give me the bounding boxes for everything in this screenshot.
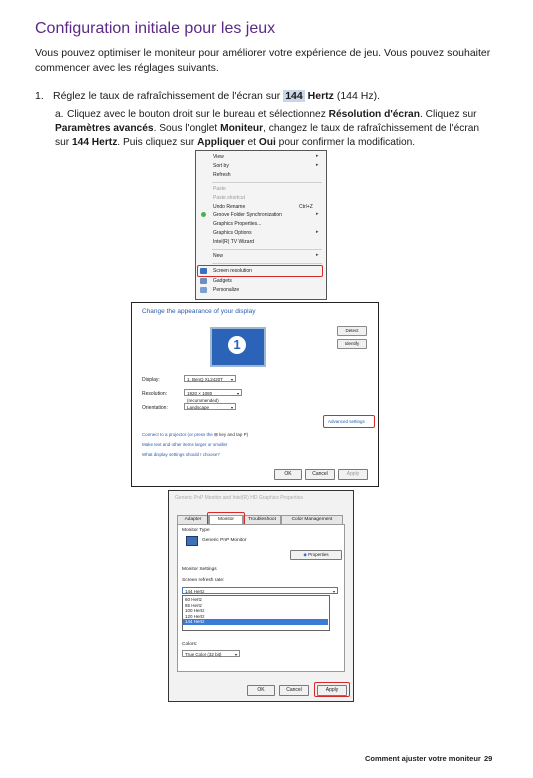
step-a-text: Cliquez avec le bouton droit sur le bureau et sélectionnez xyxy=(67,109,329,120)
menu-item-tv-wizard[interactable] xyxy=(213,238,254,246)
intro-paragraph: Vous pouvez optimiser le moniteur pour améliorer votre expérience de jeu. Vous pouvez souhaiter commencer avec les réglages suivants. xyxy=(35,47,491,74)
chevron-right-icon: ▸ xyxy=(316,211,319,217)
step-a-text: et xyxy=(244,137,259,148)
resolution-select[interactable] xyxy=(184,389,242,403)
display-select-value: 1. BenQ XL2420T xyxy=(187,377,224,382)
chevron-right-icon: ▸ xyxy=(316,153,319,159)
display-help-link[interactable]: What display settings should I choose? xyxy=(142,452,220,457)
menu-item-label: Intel(R) TV Wizard xyxy=(213,239,255,245)
chevron-down-icon: ▾ xyxy=(230,405,233,410)
option-120hz[interactable]: 120 Hertz xyxy=(185,613,205,619)
step-a-bold: Paramètres avancés xyxy=(55,123,154,134)
text-size-link[interactable]: Make text and other items larger or smaller xyxy=(142,442,228,447)
display-label: Display: xyxy=(142,377,160,383)
apply-button[interactable]: Apply xyxy=(317,685,347,696)
window-heading: Change the appearance of your display xyxy=(142,308,256,315)
cancel-button[interactable]: Cancel xyxy=(279,685,309,696)
gadgets-icon xyxy=(200,278,207,284)
chevron-right-icon: ▸ xyxy=(316,229,319,235)
menu-item-new[interactable] xyxy=(213,252,223,260)
screen-resolution-window xyxy=(131,302,379,487)
menu-item-groove-sync[interactable] xyxy=(213,211,282,219)
tab-color-management[interactable]: Color Management xyxy=(281,515,343,525)
option-85hz[interactable]: 85 Hertz xyxy=(185,602,203,608)
step-a xyxy=(55,108,495,150)
step-a-bold: Appliquer xyxy=(197,137,245,148)
menu-item-personalize[interactable] xyxy=(213,286,239,294)
menu-item-label: New xyxy=(213,253,224,259)
chevron-down-icon: ▾ xyxy=(332,589,335,594)
monitor-properties-window xyxy=(168,490,354,702)
link-text: Connect to a projector (or press the xyxy=(142,432,213,437)
step-a-bold: Moniteur xyxy=(220,123,264,134)
menu-item-label: Screen resolution xyxy=(213,268,252,274)
menu-item-label: Graphics Properties... xyxy=(213,221,262,227)
menu-item-graphics-properties[interactable] xyxy=(213,220,261,228)
page-title: Configuration initiale pour les jeux xyxy=(35,20,276,37)
windows-key-icon: ⊞ xyxy=(214,432,218,437)
desktop-context-menu xyxy=(195,150,327,300)
colors-select[interactable] xyxy=(182,650,240,657)
detect-button[interactable]: Detect xyxy=(337,326,367,336)
step-a-text: , changez le taux de rafraîchissement de l'écran sur xyxy=(55,123,480,148)
tab-adapter[interactable]: Adapter xyxy=(177,515,209,525)
option-100hz[interactable]: 100 Hertz xyxy=(185,608,205,613)
personalize-icon xyxy=(200,287,207,293)
orientation-select[interactable] xyxy=(184,403,236,410)
menu-separator xyxy=(212,249,322,250)
step-1-number: 1. xyxy=(35,90,44,102)
menu-item-paste xyxy=(213,185,226,193)
menu-item-gadgets[interactable] xyxy=(213,277,232,285)
chevron-down-icon: ▾ xyxy=(230,377,233,382)
menu-item-label: Personalize xyxy=(213,287,240,293)
highlight-box xyxy=(314,682,350,697)
monitor-icon xyxy=(186,536,198,546)
monitor-number: 1 xyxy=(228,336,246,354)
menu-item-label: Paste xyxy=(213,186,226,192)
refresh-rate-options[interactable] xyxy=(182,595,330,631)
orientation-select-value: Landscape xyxy=(187,405,210,410)
display-select[interactable] xyxy=(184,375,236,382)
colors-label: Colors: xyxy=(182,642,198,647)
step-1 xyxy=(35,90,380,102)
ok-button[interactable]: OK xyxy=(274,469,302,480)
monitor-type-label: Monitor Type xyxy=(182,528,210,533)
menu-item-refresh[interactable] xyxy=(213,171,231,179)
properties-label: Properties xyxy=(308,552,329,557)
menu-item-label: Undo Rename xyxy=(213,204,246,210)
menu-item-label: Sort by xyxy=(213,163,229,169)
properties-button[interactable] xyxy=(290,550,342,560)
menu-separator xyxy=(212,263,322,264)
monitor-preview[interactable] xyxy=(210,327,266,367)
chevron-right-icon: ▸ xyxy=(316,252,319,258)
refresh-rate-select[interactable] xyxy=(182,587,338,594)
colors-value: True Color (32 bit) xyxy=(185,652,222,657)
menu-item-label: Gadgets xyxy=(213,278,232,284)
resolution-label: Resolution: xyxy=(142,391,168,397)
step-a-bold: 144 Hertz xyxy=(71,137,118,148)
identify-button[interactable]: Identify xyxy=(337,339,367,349)
highlight-box xyxy=(323,415,375,428)
cancel-button[interactable]: Cancel xyxy=(305,469,335,480)
chevron-down-icon: ▾ xyxy=(234,652,237,657)
orientation-label: Orientation: xyxy=(142,405,168,411)
footer-section: Comment ajuster votre moniteur xyxy=(365,754,481,763)
step-a-bold: Oui xyxy=(258,137,276,148)
menu-item-label: Groove Folder Synchronization xyxy=(213,212,282,218)
monitor-type-value: Generic PnP Monitor xyxy=(202,538,247,543)
menu-shortcut: Ctrl+Z xyxy=(299,204,313,210)
step-a-letter: a. xyxy=(55,109,64,120)
menu-item-sort-by[interactable] xyxy=(213,162,229,170)
resolution-select-value: 1920 × 1080 (recommended) xyxy=(187,391,219,403)
highlight-144: 144 xyxy=(285,90,303,102)
option-144hz[interactable]: 144 Hertz xyxy=(183,619,328,625)
menu-item-label: Refresh xyxy=(213,172,231,178)
menu-separator xyxy=(212,182,322,183)
step-a-text: . Cliquez sur xyxy=(419,109,477,120)
step-a-text: pour confirmer la modification. xyxy=(275,137,416,148)
page-number: 29 xyxy=(484,754,493,763)
groove-icon xyxy=(201,212,206,217)
menu-item-undo-rename[interactable] xyxy=(213,203,313,211)
refresh-rate-value: 144 Hertz xyxy=(185,589,205,594)
menu-item-view[interactable] xyxy=(213,153,224,161)
ok-button[interactable]: OK xyxy=(247,685,275,696)
step-1-bold: Hertz xyxy=(304,90,334,102)
step-a-text: . Sous l'onglet xyxy=(153,123,221,134)
option-60hz[interactable]: 60 Hertz xyxy=(185,597,203,602)
menu-item-paste-shortcut xyxy=(213,194,245,202)
highlight-box xyxy=(197,265,323,277)
tab-troubleshoot[interactable]: Troubleshoot xyxy=(243,515,281,525)
menu-item-graphics-options[interactable] xyxy=(213,229,252,237)
chevron-down-icon: ▾ xyxy=(236,391,239,396)
tab-monitor[interactable]: Monitor xyxy=(209,515,243,525)
menu-item-label: Paste shortcut xyxy=(213,195,245,201)
apply-button[interactable]: Apply xyxy=(338,469,368,480)
menu-item-label: View xyxy=(213,154,224,160)
refresh-rate-label: Screen refresh rate: xyxy=(182,578,225,583)
step-a-bold: Résolution d'écran xyxy=(328,109,420,120)
step-a-text: . Puis cliquez sur xyxy=(117,137,198,148)
link-text: key and tap P) xyxy=(219,432,249,437)
menu-item-label: Graphics Options xyxy=(213,230,252,236)
advanced-settings-link[interactable]: Advanced settings xyxy=(328,419,365,424)
window-title: Generic PnP Monitor and Intel(R) HD Graphics Properties xyxy=(175,495,304,501)
monitor-settings-label: Monitor Settings xyxy=(182,567,217,572)
step-1-text: Réglez le taux de rafraîchissement de l'écran sur xyxy=(53,90,284,102)
connect-projector-link[interactable] xyxy=(142,432,248,438)
step-1-text-after: (144 Hz). xyxy=(333,90,381,102)
chevron-right-icon: ▸ xyxy=(316,162,319,168)
shield-icon: ◆ xyxy=(303,552,307,557)
